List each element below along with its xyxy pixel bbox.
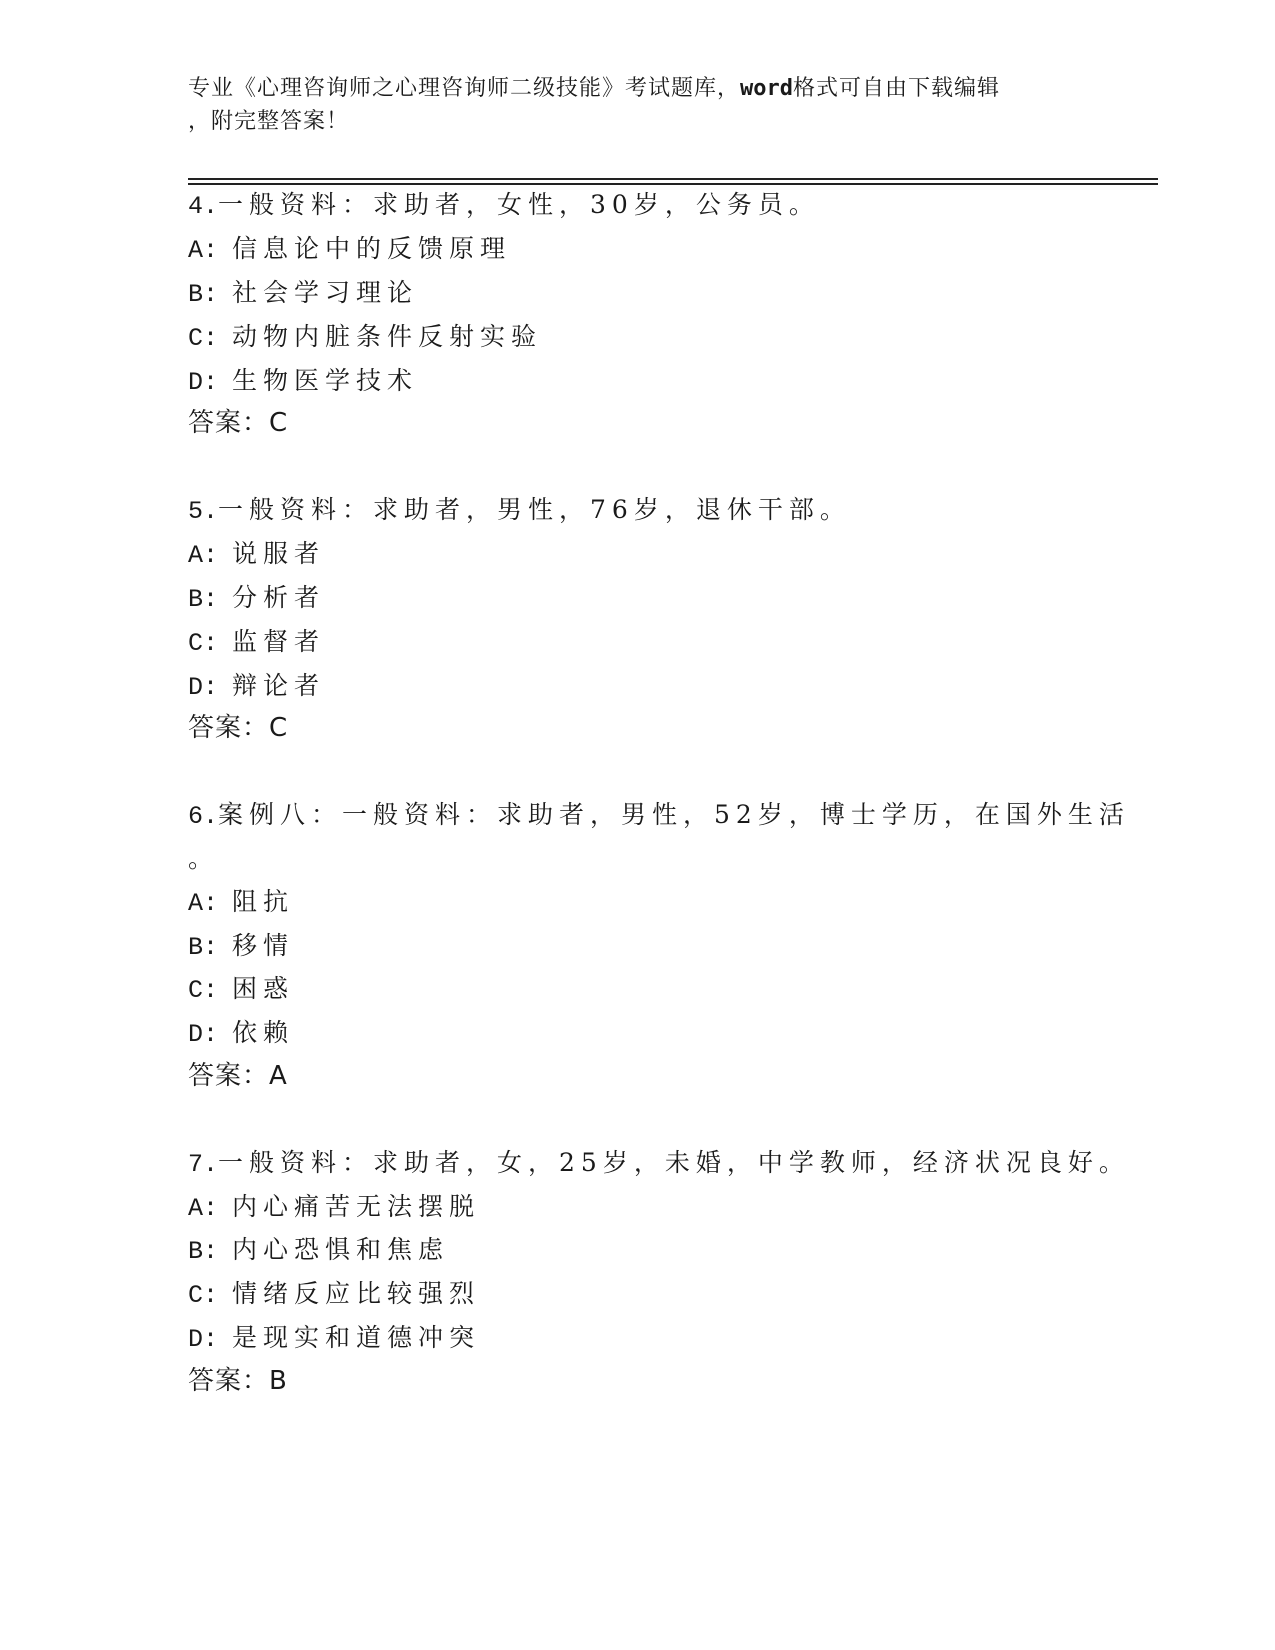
option-text: 动物内脏条件反射实验 <box>231 322 542 351</box>
option-a <box>188 1192 480 1224</box>
question-stem <box>188 800 1130 832</box>
option-b <box>188 278 418 310</box>
option-text: 阻抗 <box>231 887 294 916</box>
option-text: 生物医学技术 <box>231 366 418 395</box>
option-text: 内心痛苦无法摆脱 <box>231 1192 480 1221</box>
option-letter: C: <box>188 629 219 658</box>
header-divider-top <box>188 178 1158 180</box>
option-letter: A: <box>188 1194 219 1223</box>
option-text: 依赖 <box>231 1018 294 1047</box>
option-text: 情绪反应比较强烈 <box>231 1279 480 1308</box>
header-line-2: ，附完整答案！ <box>188 109 350 134</box>
question-text: 案例八：一般资料：求助者，男性，52岁，博士学历，在国外生活 <box>218 800 1130 829</box>
question-number: 7. <box>188 1150 219 1179</box>
question-text: 一般资料：求助者，女性，30岁，公务员。 <box>218 190 820 219</box>
answer-line: 答案：C <box>188 408 289 438</box>
option-c <box>188 974 294 1006</box>
question-stem <box>188 190 820 222</box>
option-b <box>188 1235 449 1267</box>
option-d <box>188 1018 294 1050</box>
header-line-1 <box>188 72 1068 105</box>
option-letter: C: <box>188 1281 219 1310</box>
option-letter: D: <box>188 1020 219 1049</box>
question-number: 5. <box>188 497 219 526</box>
header-text-a: 专业《心理咨询师之心理咨询师二级技能》考试题库， <box>188 76 741 101</box>
question-number: 4. <box>188 192 219 221</box>
option-letter: A: <box>188 236 219 265</box>
option-letter: B: <box>188 585 219 614</box>
option-letter: B: <box>188 1237 219 1266</box>
option-text: 移情 <box>231 931 294 960</box>
option-a <box>188 887 294 919</box>
option-d <box>188 366 418 398</box>
option-letter: B: <box>188 933 219 962</box>
option-c <box>188 627 325 659</box>
option-letter: A: <box>188 541 219 570</box>
option-d <box>188 671 325 703</box>
option-letter: C: <box>188 976 219 1005</box>
option-text: 困惑 <box>231 974 294 1003</box>
option-text: 监督者 <box>231 627 325 656</box>
option-letter: B: <box>188 280 219 309</box>
option-text: 信息论中的反馈原理 <box>231 234 511 263</box>
answer-line: 答案：B <box>188 1366 288 1396</box>
option-text: 社会学习理论 <box>231 278 418 307</box>
question-stem <box>188 1148 1130 1180</box>
option-letter: D: <box>188 673 219 702</box>
option-text: 是现实和道德冲突 <box>231 1323 480 1352</box>
option-text: 说服者 <box>231 539 325 568</box>
option-a <box>188 234 511 266</box>
header-divider-bottom <box>188 183 1158 185</box>
option-text: 分析者 <box>231 583 325 612</box>
option-letter: C: <box>188 324 219 353</box>
option-c <box>188 322 542 354</box>
answer-line: 答案：A <box>188 1061 288 1091</box>
option-b <box>188 931 294 963</box>
answer-line: 答案：C <box>188 713 289 743</box>
option-d <box>188 1323 480 1355</box>
option-letter: A: <box>188 889 219 918</box>
header-word: word <box>740 76 793 101</box>
option-text: 辩论者 <box>231 671 325 700</box>
header-text-b: 格式可自由下载编辑 <box>793 76 1001 101</box>
question-stem <box>188 495 851 527</box>
question-number: 6. <box>188 802 219 831</box>
option-letter: D: <box>188 368 219 397</box>
question-text: 一般资料：求助者，女，25岁，未婚，中学教师，经济状况良好。 <box>218 1148 1130 1177</box>
option-letter: D: <box>188 1325 219 1354</box>
question-stem-continuation: 。 <box>188 844 220 873</box>
option-b <box>188 583 325 615</box>
option-c <box>188 1279 480 1311</box>
document-header <box>188 72 1068 138</box>
option-a <box>188 539 325 571</box>
option-text: 内心恐惧和焦虑 <box>231 1235 449 1264</box>
question-text: 一般资料：求助者，男性，76岁，退休干部。 <box>218 495 851 524</box>
